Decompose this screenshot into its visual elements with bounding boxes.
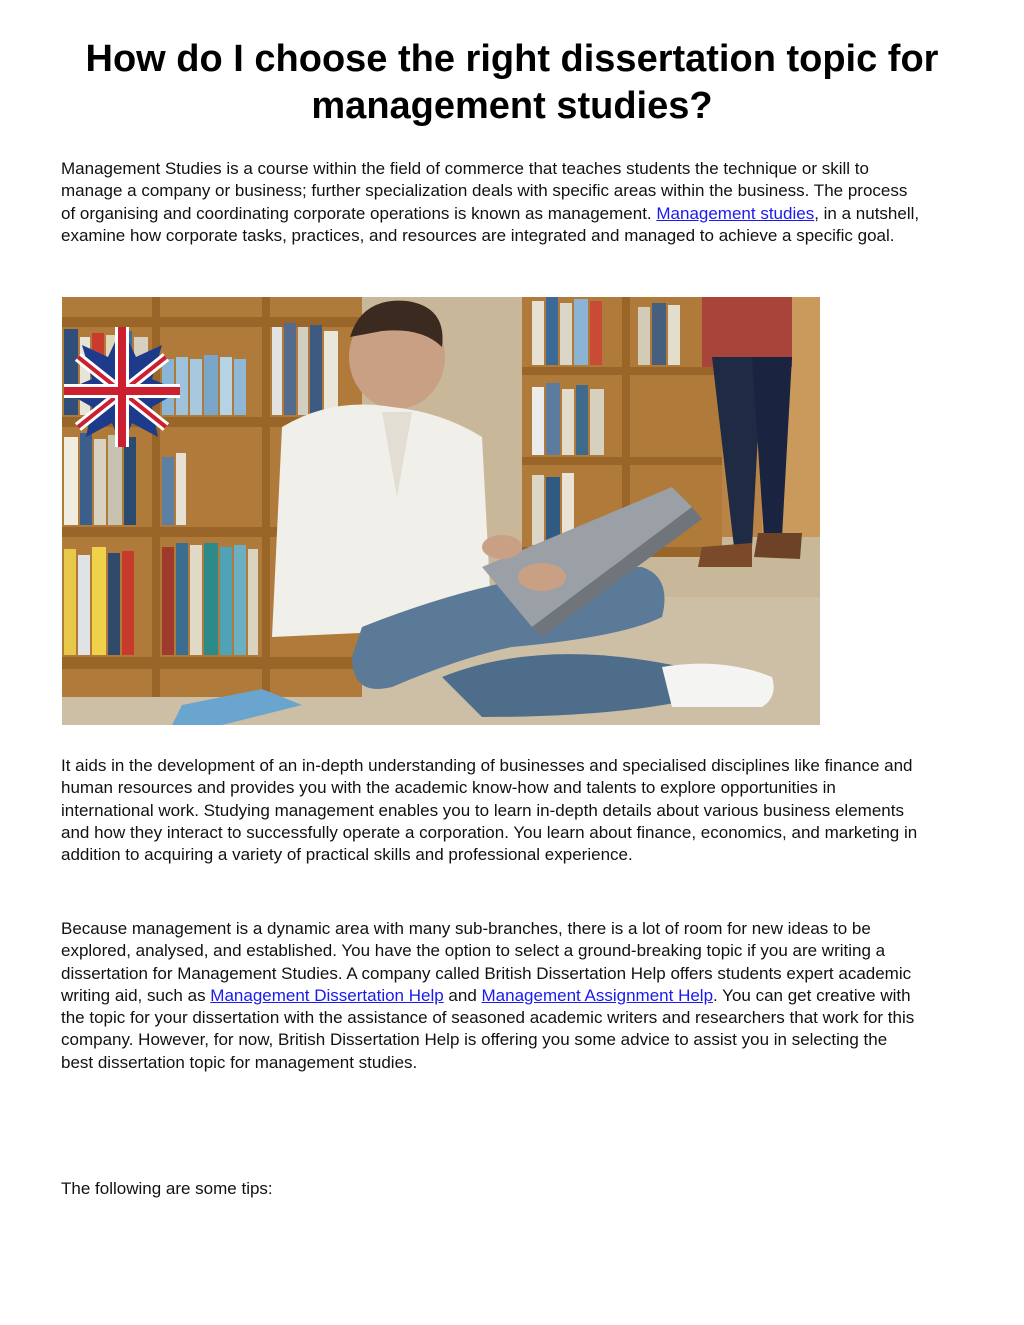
library-student-photo (62, 297, 820, 725)
paragraph-3-text-3: . You can get creative with the topic for your dissertation with the assistance of seasoned academic writers and researchers that work for this company. However, for now, British Dissertation Help is offering you some advice to assist you in selecting the best dissertation topic for management studies. (61, 985, 915, 1072)
management-assignment-help-link[interactable]: Management Assignment Help (481, 985, 714, 1005)
intro-text-after: , in a nutshell, examine how corporate tasks, practices, and resources are integrated and managed to achieve a specific goal. (61, 203, 920, 245)
management-dissertation-help-link[interactable]: Management Dissertation Help (210, 985, 444, 1005)
paragraph-2: It aids in the development of an in-depth understanding of businesses and specialised disciplines like finance and human resources and provides you with the academic know-how and talents to explore opportunities in international work. Studying management enables you to learn in-depth details about various business elements and how they interact to successfully operate a corporation. You learn about finance, economics, and marketing in addition to acquiring a variety of practical skills and professional experience. (61, 756, 918, 865)
paragraph-3 (61, 918, 921, 1074)
management-studies-link[interactable]: Management studies (656, 203, 815, 223)
intro-paragraph (61, 158, 921, 247)
intro-text-before: Management Studies is a course within the field of commerce that teaches students the technique or skill to manage a company or business; further specialization deals with specific areas within the business. The process of organising and coordinating corporate operations is known as management. (61, 159, 908, 223)
paragraph-3-text-2: and (443, 985, 482, 1005)
paragraph-3-text-1: Because management is a dynamic area with many sub-branches, there is a lot of room for new ideas to be explored, analysed, and established. You have the option to select a ground-breaking topic if you are writing a dissertation for Management Studies. A company called British Dissertation Help offers students expert academic writing aid, such as (61, 919, 912, 1005)
tips-intro: The following are some tips: (61, 1179, 273, 1198)
page-title: How do I choose the right dissertation topic for management studies? (85, 38, 939, 127)
